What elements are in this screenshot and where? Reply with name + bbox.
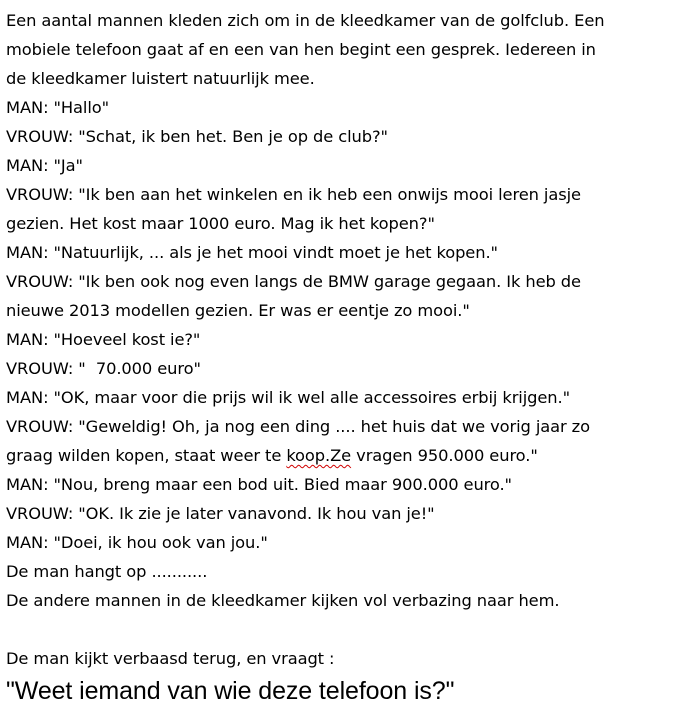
- dialogue-line-vrouw: VROUW: " 70.000 euro": [6, 359, 201, 378]
- dialogue-line-vrouw: VROUW: "Schat, ik ben het. Ben je op de club?": [6, 127, 388, 146]
- intro-line: Een aantal mannen kleden zich om in de kleedkamer van de golfclub. Een: [6, 11, 605, 30]
- dialogue-line-vrouw-cont: nieuwe 2013 modellen gezien. Er was er eentje zo mooi.": [6, 301, 470, 320]
- dialogue-line-man: MAN: "Natuurlijk, ... als je het mooi vindt moet je het kopen.": [6, 243, 498, 262]
- dialogue-line-man: MAN: "Doei, ik hou ook van jou.": [6, 533, 268, 552]
- dialogue-line-man: MAN: "Ja": [6, 156, 83, 175]
- dialogue-line-vrouw: VROUW: "Geweldig! Oh, ja nog een ding .... het huis dat we vorig jaar zo: [6, 417, 590, 436]
- dialogue-line-vrouw-cont: [6, 441, 674, 470]
- dialogue-line-vrouw: VROUW: "Ik ben ook nog even langs de BMW garage gegaan. Ik heb de: [6, 272, 581, 291]
- spellcheck-error-word[interactable]: koop.Ze: [286, 446, 352, 465]
- dialogue-line-man: MAN: "OK, maar voor die prijs wil ik wel alle accessoires erbij krijgen.": [6, 388, 570, 407]
- narration-hangup: De man hangt op ...........: [6, 562, 208, 581]
- dialogue-text: vragen 950.000 euro.": [351, 446, 538, 465]
- dialogue-line-man: MAN: "Nou, breng maar een bod uit. Bied maar 900.000 euro.": [6, 475, 512, 494]
- dialogue-line-man: MAN: "Hallo": [6, 98, 110, 117]
- dialogue-line-vrouw: VROUW: "OK. Ik zie je later vanavond. Ik hou van je!": [6, 504, 435, 523]
- intro-line: de kleedkamer luistert natuurlijk mee.: [6, 69, 315, 88]
- dialogue-line-vrouw-cont: gezien. Het kost maar 1000 euro. Mag ik het kopen?": [6, 214, 435, 233]
- punchline: "Weet iemand van wie deze telefoon is?": [6, 677, 455, 705]
- joke-document: [6, 6, 674, 708]
- dialogue-line-man: MAN: "Hoeveel kost ie?": [6, 330, 201, 349]
- intro-line: mobiele telefoon gaat af en een van hen begint een gesprek. Iedereen in: [6, 40, 596, 59]
- narration-question-intro: De man kijkt verbaasd terug, en vraagt :: [6, 649, 335, 668]
- narration-reaction: De andere mannen in de kleedkamer kijken vol verbazing naar hem.: [6, 591, 560, 610]
- dialogue-line-vrouw: VROUW: "Ik ben aan het winkelen en ik heb een onwijs mooi leren jasje: [6, 185, 581, 204]
- dialogue-text: graag wilden kopen, staat weer te: [6, 446, 287, 465]
- paragraph-spacer: [6, 615, 674, 644]
